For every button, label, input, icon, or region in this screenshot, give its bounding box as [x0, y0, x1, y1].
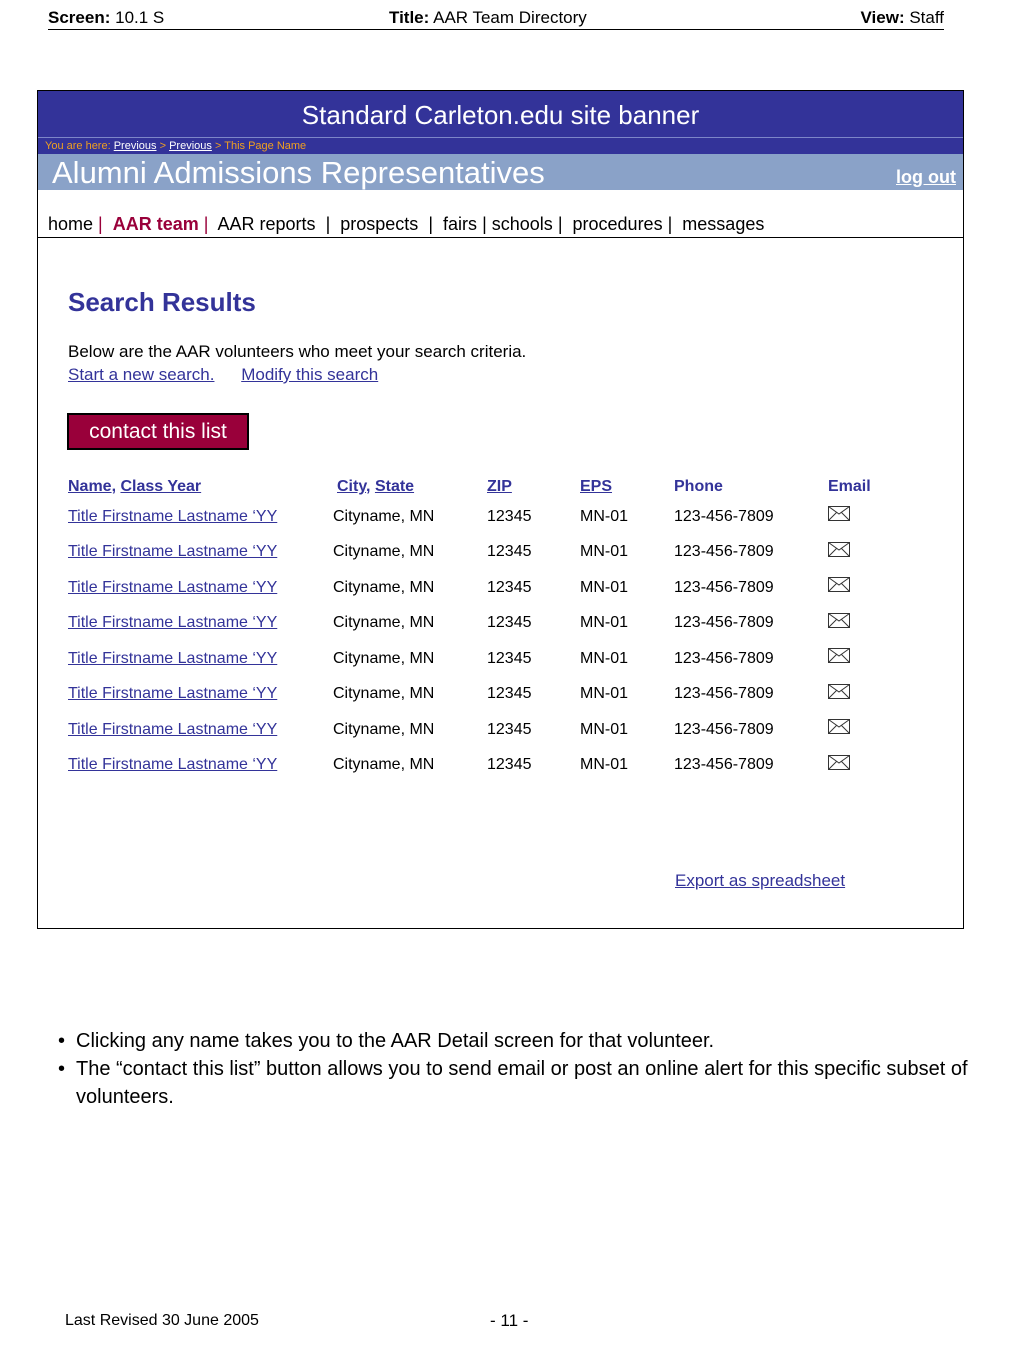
volunteer-name-link[interactable]: Title Firstname Lastname ‘YY: [68, 578, 278, 596]
screen-id: Screen: 10.1 S: [48, 8, 165, 27]
volunteer-name-link[interactable]: Title Firstname Lastname ‘YY: [68, 507, 278, 525]
name-cell: [68, 748, 333, 784]
envelope-icon[interactable]: [828, 719, 850, 734]
zip-cell: 12345: [487, 543, 532, 561]
eps-cell: MN-01: [580, 649, 629, 667]
table-row: [68, 677, 888, 713]
sort-city-link[interactable]: City: [337, 478, 367, 495]
logout-link[interactable]: log out: [896, 167, 956, 187]
zip-cell: 12345: [487, 614, 532, 632]
name-cell: [68, 570, 333, 606]
notes-list: [58, 1027, 1024, 1111]
phone-cell: 123-456-7809: [674, 649, 774, 667]
city-cell: Cityname, MN: [333, 720, 435, 738]
eps-cell: MN-01: [580, 507, 629, 525]
city-cell: Cityname, MN: [333, 543, 435, 561]
page-number: - 11 -: [490, 1311, 529, 1330]
zip-cell: 12345: [487, 649, 532, 667]
email-cell: [828, 535, 888, 571]
nav-fairs[interactable]: fairs: [443, 214, 478, 234]
screen-view: View: Staff: [860, 8, 944, 27]
table-row: [68, 712, 888, 748]
zip-cell: 12345: [487, 756, 532, 774]
table-row: [68, 606, 888, 642]
envelope-icon[interactable]: [828, 577, 850, 592]
nav-separator: |: [428, 214, 434, 234]
breadcrumb-prefix: You are here:: [45, 140, 111, 152]
column-header-name: Name, Class Year: [68, 478, 202, 495]
breadcrumb-previous-1[interactable]: Previous: [113, 140, 157, 152]
volunteer-name-link[interactable]: Title Firstname Lastname ‘YY: [68, 614, 278, 632]
nav-aar-team[interactable]: AAR team: [112, 214, 199, 234]
nav-separator: |: [203, 214, 209, 234]
nav-separator: |: [667, 214, 673, 234]
eps-cell: MN-01: [580, 720, 629, 738]
nav-separator: |: [325, 214, 331, 234]
phone-cell: 123-456-7809: [674, 543, 774, 561]
zip-cell: 12345: [487, 507, 532, 525]
table-row: [68, 499, 888, 535]
nav-prospects[interactable]: prospects: [340, 214, 419, 234]
nav-separator: |: [98, 214, 103, 234]
eps-cell: MN-01: [580, 756, 629, 774]
name-cell: [68, 606, 333, 642]
city-cell: Cityname, MN: [333, 756, 435, 774]
column-header-email: Email: [828, 478, 871, 495]
main-nav: [38, 190, 963, 238]
name-cell: [68, 712, 333, 748]
sort-class-year-link[interactable]: Class Year: [120, 478, 202, 495]
table-header-row: [68, 475, 888, 499]
site-banner: Standard Carleton.edu site banner: [38, 91, 963, 137]
phone-cell: 123-456-7809: [674, 685, 774, 703]
envelope-icon[interactable]: [828, 542, 850, 557]
title-bar: [38, 154, 963, 190]
name-cell: [68, 641, 333, 677]
volunteer-name-link[interactable]: Title Firstname Lastname ‘YY: [68, 543, 278, 561]
breadcrumb: [38, 137, 963, 154]
email-cell: [828, 606, 888, 642]
sort-name-link[interactable]: Name: [68, 478, 112, 495]
city-cell: Cityname, MN: [333, 649, 435, 667]
eps-cell: MN-01: [580, 614, 629, 632]
table-row: [68, 570, 888, 606]
breadcrumb-current: This Page Name: [224, 140, 307, 152]
phone-cell: 123-456-7809: [674, 578, 774, 596]
contact-list-button[interactable]: contact this list: [67, 413, 249, 450]
results-intro: Below are the AAR volunteers who meet your search criteria.: [68, 342, 527, 361]
eps-cell: MN-01: [580, 578, 629, 596]
nav-messages[interactable]: messages: [682, 214, 765, 234]
name-cell: [68, 677, 333, 713]
email-cell: [828, 748, 888, 784]
envelope-icon[interactable]: [828, 613, 850, 628]
city-cell: Cityname, MN: [333, 578, 435, 596]
volunteer-name-link[interactable]: Title Firstname Lastname ‘YY: [68, 756, 278, 774]
column-header-city: City, State: [337, 478, 415, 495]
results-heading: Search Results: [68, 287, 256, 317]
table-row: [68, 535, 888, 571]
volunteer-name-link[interactable]: Title Firstname Lastname ‘YY: [68, 685, 278, 703]
phone-cell: 123-456-7809: [674, 614, 774, 632]
volunteer-name-link[interactable]: Title Firstname Lastname ‘YY: [68, 649, 278, 667]
table-row: [68, 641, 888, 677]
volunteer-name-link[interactable]: Title Firstname Lastname ‘YY: [68, 720, 278, 738]
breadcrumb-separator: >: [159, 140, 167, 152]
search-links: [68, 365, 378, 385]
phone-cell: 123-456-7809: [674, 720, 774, 738]
nav-procedures[interactable]: procedures: [572, 214, 663, 234]
email-cell: [828, 499, 888, 535]
document-header: [48, 8, 944, 30]
city-cell: Cityname, MN: [333, 507, 435, 525]
envelope-icon[interactable]: [828, 648, 850, 663]
sort-state-link[interactable]: State: [374, 478, 415, 495]
name-cell: [68, 535, 333, 571]
eps-cell: MN-01: [580, 685, 629, 703]
envelope-icon[interactable]: [828, 684, 850, 699]
column-header-phone: Phone: [674, 478, 723, 495]
sort-eps-link[interactable]: EPS: [580, 478, 613, 495]
breadcrumb-previous-2[interactable]: Previous: [169, 140, 212, 152]
envelope-icon[interactable]: [828, 755, 850, 770]
phone-cell: 123-456-7809: [674, 507, 774, 525]
modify-search-link[interactable]: Modify this search: [241, 365, 379, 384]
email-cell: [828, 677, 888, 713]
sort-zip-link[interactable]: ZIP: [487, 478, 512, 495]
export-spreadsheet-link[interactable]: Export as spreadsheet: [675, 871, 846, 890]
email-cell: [828, 712, 888, 748]
email-cell: [828, 641, 888, 677]
breadcrumb-separator: >: [214, 140, 222, 152]
column-header-zip: [487, 475, 580, 499]
city-cell: Cityname, MN: [333, 614, 435, 632]
zip-cell: 12345: [487, 720, 532, 738]
results-table: [68, 475, 888, 783]
city-cell: Cityname, MN: [333, 685, 435, 703]
envelope-icon[interactable]: [828, 506, 850, 521]
zip-cell: 12345: [487, 685, 532, 703]
phone-cell: 123-456-7809: [674, 756, 774, 774]
last-revised: Last Revised 30 June 2005: [65, 1312, 259, 1329]
nav-home[interactable]: home: [48, 214, 94, 234]
screen-title: Title: AAR Team Directory: [389, 8, 587, 27]
nav-schools[interactable]: schools: [491, 214, 553, 234]
nav-aar-reports[interactable]: AAR reports: [217, 214, 316, 234]
new-search-link[interactable]: Start a new search.: [68, 365, 215, 384]
column-header-eps: [580, 475, 674, 499]
table-row: [68, 748, 888, 784]
page-title: Alumni Admissions Representatives: [52, 155, 545, 190]
note-item: • Clicking any name takes you to the AAR Detail screen for that volunteer.: [58, 1027, 1024, 1055]
zip-cell: 12345: [487, 578, 532, 596]
note-item: • The “contact this list” button allows you to send email or post an online alert for this specific subset of volunteers.: [58, 1055, 1024, 1111]
page-frame: [37, 90, 964, 929]
name-cell: [68, 499, 333, 535]
nav-separator: |: [482, 214, 487, 234]
email-cell: [828, 570, 888, 606]
nav-separator: |: [557, 214, 563, 234]
eps-cell: MN-01: [580, 543, 629, 561]
